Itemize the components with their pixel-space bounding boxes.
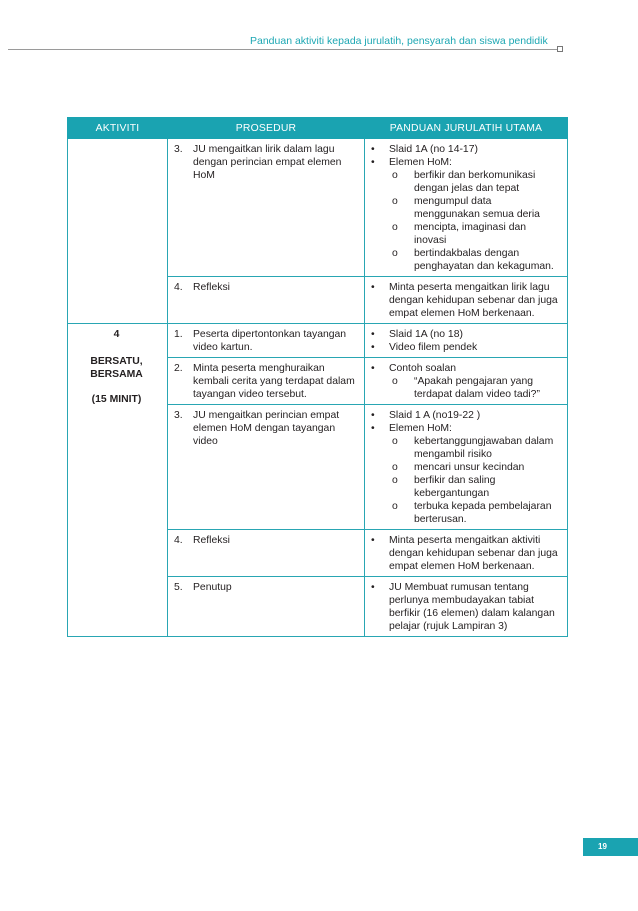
guide-subitem-text: mengumpul data menggunakan semua deria [414, 196, 540, 220]
guide-item-text: Minta peserta mengaitkan aktiviti dengan kehidupan sebenar dan juga empat elemen HoM berkenaan. [389, 535, 558, 572]
table-row [68, 324, 568, 358]
sub-bullet-mark: o [392, 436, 398, 447]
guide-item-text: Slaid 1 A (no19-22 ) [389, 410, 481, 421]
guide-subitem [389, 375, 559, 401]
step-number: 5. [174, 582, 183, 593]
guide-list [371, 362, 559, 401]
procedure-cell [168, 577, 365, 637]
procedure-step [174, 281, 356, 294]
step-number: 4. [174, 282, 183, 293]
activity-number: 4 [113, 329, 120, 340]
guide-subitem [389, 195, 559, 221]
sub-bullet-mark: o [392, 376, 398, 387]
bullet-mark: • [371, 582, 375, 593]
bullet-mark: • [371, 144, 375, 155]
bullet-mark: • [371, 535, 375, 546]
procedure-cell [168, 358, 365, 405]
guide-list [371, 581, 559, 633]
header-rule-endmark [557, 46, 563, 52]
guide-item-text: Video filem pendek [389, 342, 478, 353]
guide-cell [365, 139, 568, 277]
guide-subitem-text: mencari unsur kecindan [414, 462, 525, 473]
step-number: 2. [174, 363, 183, 374]
guide-subitem [389, 461, 559, 474]
guide-item [371, 281, 559, 320]
bullet-mark: • [371, 410, 375, 421]
step-text: Peserta dipertontonkan tayangan video kartun. [193, 329, 347, 353]
bullet-mark: • [371, 423, 375, 434]
activity-title: BERSATU, BERSAMA [90, 356, 143, 380]
procedure-step [174, 143, 356, 182]
step-text: Refleksi [193, 282, 230, 293]
guide-item [371, 341, 559, 354]
guide-subitem-text: mencipta, imaginasi dan inovasi [414, 222, 527, 246]
step-number: 4. [174, 535, 183, 546]
guide-subitem-text: terbuka kepada pembelajaran berterusan. [414, 501, 552, 525]
procedure-step [174, 581, 356, 594]
procedure-step [174, 328, 356, 354]
running-header: Panduan aktiviti kepada jurulatih, pensyarah dan siswa pendidik [250, 35, 548, 47]
step-number: 3. [174, 144, 183, 155]
guide-subitem [389, 435, 559, 461]
guide-item [371, 534, 559, 573]
step-text: Penutup [193, 582, 232, 593]
guide-sublist [389, 169, 559, 273]
guide-item-text: Elemen HoM: [389, 423, 452, 434]
procedure-cell [168, 530, 365, 577]
guide-item [371, 362, 559, 401]
sub-bullet-mark: o [392, 170, 398, 181]
header-rule [8, 49, 558, 50]
bullet-mark: • [371, 329, 375, 340]
step-text: JU mengaitkan lirik dalam lagu dengan perincian empat elemen HoM [193, 144, 342, 181]
sub-bullet-mark: o [392, 475, 398, 486]
guide-list [371, 328, 559, 354]
guide-cell [365, 530, 568, 577]
procedure-cell [168, 324, 365, 358]
guide-subitem-text: berfikir dan saling kebergantungan [414, 475, 496, 499]
procedure-cell [168, 277, 365, 324]
sub-bullet-mark: o [392, 196, 398, 207]
guide-subitem [389, 221, 559, 247]
guide-cell [365, 277, 568, 324]
column-header-activity: AKTIVITI [68, 118, 168, 139]
bullet-mark: • [371, 282, 375, 293]
guide-item-text: Minta peserta mengaitkan lirik lagu dengan kehidupan sebenar dan juga empat elemen HoM berkenaan. [389, 282, 558, 319]
step-number: 1. [174, 329, 183, 340]
activity-duration: (15 MINIT) [91, 394, 142, 405]
column-header-procedure: PROSEDUR [168, 118, 365, 139]
sub-bullet-mark: o [392, 501, 398, 512]
guide-subitem-text: berfikir dan berkomunikasi dengan jelas dan tepat [414, 170, 536, 194]
guide-item [371, 581, 559, 633]
step-text: JU mengaitkan perincian empat elemen HoM dengan tayangan video [193, 410, 340, 447]
guide-cell [365, 577, 568, 637]
procedure-cell [168, 405, 365, 530]
bullet-mark: • [371, 157, 375, 168]
guide-sublist [389, 435, 559, 526]
guide-cell [365, 358, 568, 405]
guide-item [371, 409, 559, 422]
guide-subitem [389, 500, 559, 526]
table-header-row [68, 118, 568, 139]
guide-cell [365, 405, 568, 530]
sub-bullet-mark: o [392, 222, 398, 233]
activity-cell-empty [68, 139, 168, 324]
step-text: Minta peserta menghuraikan kembali cerita yang terdapat dalam tayangan video tersebut. [193, 363, 355, 400]
guide-subitem-text: bertindakbalas dengan penghayatan dan kekaguman. [414, 248, 554, 272]
sub-bullet-mark: o [392, 248, 398, 259]
guide-list [371, 143, 559, 273]
guide-list [371, 281, 559, 320]
step-number: 3. [174, 410, 183, 421]
guide-item-text: Elemen HoM: [389, 157, 452, 168]
guide-item-text: Contoh soalan [389, 363, 457, 374]
procedure-step [174, 409, 356, 448]
guide-item [371, 422, 559, 526]
step-text: Refleksi [193, 535, 230, 546]
page-number: 19 [583, 838, 638, 856]
guide-item [371, 156, 559, 273]
column-header-guide: PANDUAN JURULATIH UTAMA [365, 118, 568, 139]
guide-subitem-text: kebertanggungjawaban dalam mengambil risiko [414, 436, 554, 460]
guide-subitem-text: “Apakah pengajaran yang terdapat dalam video tadi?” [414, 376, 540, 400]
guide-subitem [389, 169, 559, 195]
table-row [68, 139, 568, 277]
procedure-step [174, 534, 356, 547]
guide-subitem [389, 474, 559, 500]
bullet-mark: • [371, 342, 375, 353]
procedure-cell [168, 139, 365, 277]
procedure-step [174, 362, 356, 401]
guide-subitem [389, 247, 559, 273]
bullet-mark: • [371, 363, 375, 374]
guide-item [371, 143, 559, 156]
guide-list [371, 534, 559, 573]
guide-cell [365, 324, 568, 358]
activity-table [67, 117, 568, 637]
guide-item [371, 328, 559, 341]
guide-list [371, 409, 559, 526]
guide-item-text: Slaid 1A (no 18) [389, 329, 463, 340]
activity-cell [68, 324, 168, 637]
guide-sublist [389, 375, 559, 401]
guide-item-text: JU Membuat rumusan tentang perlunya membudayakan tabiat berfikir (16 elemen) dalam kalangan pelajar (rujuk Lampiran 3) [389, 582, 555, 632]
sub-bullet-mark: o [392, 462, 398, 473]
guide-item-text: Slaid 1A (no 14-17) [389, 144, 478, 155]
